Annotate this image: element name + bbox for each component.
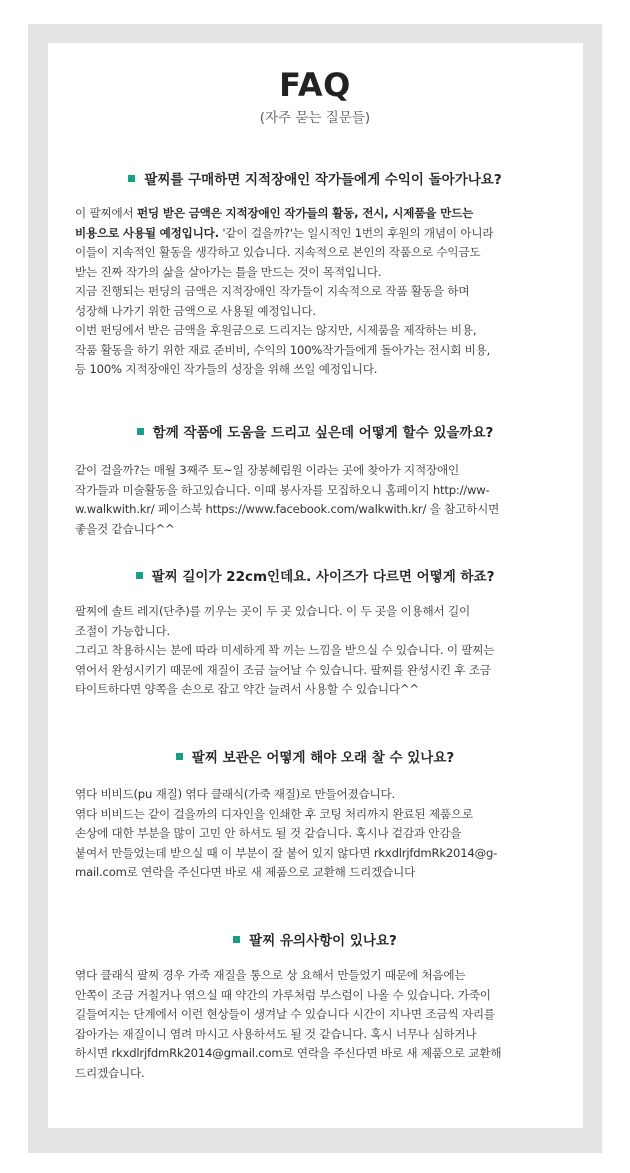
faq-question-text: 팔찌 보관은 어떻게 해야 오래 찰 수 있나요? (191, 750, 455, 766)
faq-question-text: 함께 작품에 도움을 드리고 싶은데 어떻게 할수 있을까요? (152, 425, 494, 441)
answer-line: mail.com로 연락을 주신다면 바로 새 제품으로 교환해 드리겠습니다 (75, 865, 416, 879)
answer-line: 붙여서 만들었는데 받으실 때 이 부분이 잘 붙어 있지 않다면 rkxdlrjfdmRk2014@g- (75, 845, 498, 860)
answer-line: 작가들과 미술활동을 하고있습니다. 이때 봉사자를 모집하오니 홈페이지 http://ww- (75, 482, 490, 497)
square-bullet-icon (233, 936, 240, 943)
answer-line: 좋을것 같습니다^^ (75, 521, 175, 536)
faq-answer-1 (75, 204, 557, 380)
faq-question-text: 팔찌 유의사항이 있나요? (249, 933, 397, 949)
answer-line: 비용으로 사용될 예정입니다. '같이 걸을까?'는 일시적인 1번의 후원의 개념이 아니라 (75, 225, 494, 240)
faq-question-text: 팔찌를 구매하면 지적장애인 작가들에게 수익이 돌아가나요? (144, 172, 502, 188)
faq-question-5 (0, 931, 630, 951)
faq-question-1 (0, 170, 630, 190)
page-subtitle: (자주 묻는 질문들) (259, 110, 371, 126)
answer-line: 팔찌에 솔트 레지(단추)를 끼우는 곳이 두 곳 있습니다. 이 두 곳을 이용해서 길이 (75, 604, 470, 618)
answer-line: w.walkwith.kr/ 페이스북 https://www.facebook.com/walkwith.kr/ 을 참고하시면 (75, 502, 500, 516)
faq-answer-5 (75, 966, 557, 1083)
square-bullet-icon (128, 175, 135, 182)
answer-line: 작품 활동을 하기 위한 재료 준비비, 수익의 100%작가들에게 돌아가는 전시회 비용, (75, 342, 491, 357)
answer-line: 엮다 클래식 팔찌 경우 가죽 재질을 통으로 상 요해서 만들었기 때문에 처음에는 (75, 968, 466, 982)
square-bullet-icon (176, 753, 183, 760)
answer-line: 그리고 착용하시는 분에 따라 미세하게 꽉 끼는 느낌을 받으실 수 있습니다. 이 팔찌는 (75, 643, 495, 657)
answer-line: 안쪽이 조금 거칠거나 엮으실 때 약간의 가루처럼 부스럼이 나올 수 있습니다. 가죽이 (75, 987, 491, 1002)
answer-line: 드리겠습니다. (75, 1065, 145, 1080)
answer-line: 하시면 rkxdlrjfdmRk2014@gmail.com로 연락을 주신다면 바로 새 제품으로 교환해 (75, 1046, 502, 1060)
square-bullet-icon (137, 428, 144, 435)
answer-line: 엮다 비비드(pu 재질) 엮다 클래식(가죽 재질)로 만들어졌습니다. (75, 787, 395, 801)
answer-line: 지금 진행되는 펀딩의 금액은 지적장애인 작가들이 지속적으로 작품 활동을 하며 (75, 284, 470, 298)
square-bullet-icon (136, 572, 143, 579)
answer-line: 성장해 나가기 위한 금액으로 사용될 예정입니다. (75, 303, 316, 318)
answer-line: 이들이 지속적인 활동을 생각하고 있습니다. 지속적으로 본인의 작품으로 수익금도 (75, 245, 481, 259)
answer-line: 엮어서 완성시키기 때문에 재질이 조금 늘어날 수 있습니다. 팔찌를 완성시킨 후 조금 (75, 662, 491, 677)
answer-line: 손상에 대한 부분을 많이 고민 안 하셔도 될 것 같습니다. 혹시나 겉감과 안감을 (75, 826, 462, 840)
answer-line: 잡아가는 재질이니 염려 마시고 사용하셔도 될 것 같습니다. 혹시 너무나 심하거나 (75, 1026, 477, 1041)
faq-question-3 (0, 567, 630, 587)
faq-answer-4 (75, 785, 557, 883)
faq-question-2 (0, 423, 630, 443)
answer-line: 받는 진짜 작가의 삶을 살아가는 틀을 만드는 것이 목적입니다. (75, 264, 382, 279)
faq-question-text: 팔찌 길이가 22cm인데요. 사이즈가 다르면 어떻게 하죠? (151, 569, 495, 585)
answer-line: 이 팔찌에서 펀딩 받은 금액은 지적장애인 작가들의 활동, 전시, 시제품을 만드는 (75, 206, 474, 220)
faq-question-4 (0, 748, 630, 768)
answer-line: 이번 펀딩에서 받은 금액을 후원금으로 드리지는 않지만, 시제품을 제작하는 비용, (75, 323, 477, 337)
faq-answer-3 (75, 602, 557, 700)
answer-line: 조절이 가능합니다. (75, 623, 170, 638)
answer-line: 엮다 비비드는 같이 걸을까의 디자인을 인쇄한 후 코팅 처리까지 완료된 제품으로 (75, 806, 473, 821)
page-title: FAQ (279, 66, 351, 104)
answer-line: 등 100% 지적장애인 작가들의 성장을 위해 쓰일 예정입니다. (75, 362, 378, 376)
answer-line: 길들여지는 단계에서 이런 현상들이 생겨날 수 있습니다 시간이 지나면 조금씩 자리를 (75, 1007, 495, 1021)
faq-answer-2 (75, 461, 557, 539)
answer-line: 같이 걸을까?는 매월 3째주 토~일 장봉혜림원 이라는 곳에 찾아가 지적장애인 (75, 463, 460, 477)
answer-line: 타이트하다면 양쪽을 손으로 잡고 약간 늘려서 사용할 수 있습니다^^ (75, 682, 419, 696)
